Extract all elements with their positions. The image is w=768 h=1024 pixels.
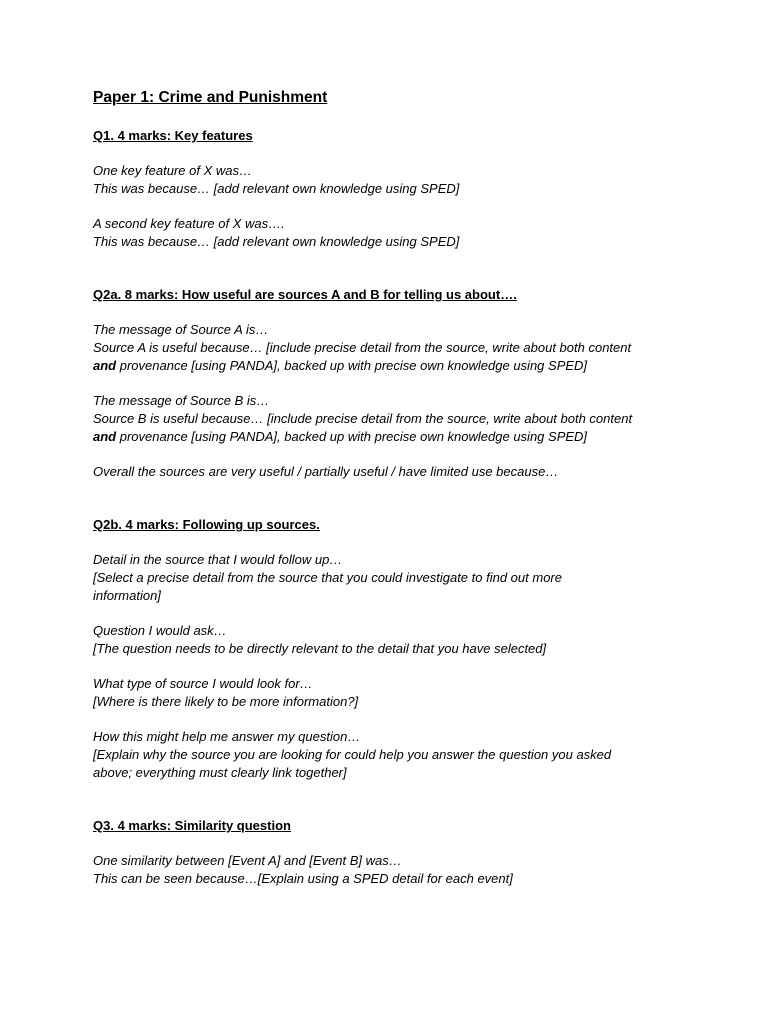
q2a-b-and: and: [93, 429, 117, 444]
q2b-t-line-1: What type of source I would look for…: [93, 676, 313, 691]
q2b-d-line-2: [Select a precise detail from the source that you could investigate to find out more: [93, 570, 562, 585]
q1-paragraph-2: [93, 215, 693, 251]
q2b-heading: Q2b. 4 marks: Following up sources.: [93, 517, 320, 532]
q2b-detail: [93, 551, 693, 605]
q1-p2-line-1: A second key feature of X was….: [93, 216, 285, 231]
q2a-b-line-2: Source B is useful because… [include precise detail from the source, write about both content: [93, 411, 633, 426]
q2a-overall: Overall the sources are very useful / partially useful / have limited use because…: [93, 464, 559, 479]
q3-s-line-2: This can be seen because…[Explain using a SPED detail for each event]: [93, 871, 513, 886]
q2a-a-line-1: The message of Source A is…: [93, 322, 269, 337]
document-title: Paper 1: Crime and Punishment: [93, 89, 328, 106]
q2b-q-line-1: Question I would ask…: [93, 623, 227, 638]
q2b-question: [93, 622, 693, 658]
q1-p2-line-2: This was because… [add relevant own knowledge using SPED]: [93, 234, 460, 249]
q2a-source-b: [93, 392, 693, 446]
q1-p1-line-2: This was because… [add relevant own knowledge using SPED]: [93, 181, 460, 196]
q1-paragraph-1: [93, 162, 693, 198]
q3-similarity: [93, 852, 693, 888]
q2b-how-help: [93, 728, 693, 782]
q2a-source-a: [93, 321, 693, 375]
q2b-source-type: [93, 675, 693, 711]
q1-heading: Q1. 4 marks: Key features: [93, 128, 253, 143]
q3-heading: Q3. 4 marks: Similarity question: [93, 818, 291, 833]
q2b-h-line-2: [Explain why the source you are looking for could help you answer the question you asked: [93, 747, 612, 762]
q2b-d-line-3: information]: [93, 588, 161, 603]
q2a-a-line-3: [93, 357, 693, 375]
q1-p1-line-1: One key feature of X was…: [93, 163, 252, 178]
q2a-a-and: and: [93, 358, 117, 373]
q2b-h-line-1: How this might help me answer my question…: [93, 729, 361, 744]
q3-s-line-1: One similarity between [Event A] and [Event B] was…: [93, 853, 402, 868]
document-content: [93, 88, 693, 888]
q2a-b-line-1: The message of Source B is…: [93, 393, 270, 408]
q2b-t-line-2: [Where is there likely to be more information?]: [93, 694, 359, 709]
q2b-h-line-3: above; everything must clearly link together]: [93, 765, 347, 780]
q2b-q-line-2: [The question needs to be directly relevant to the detail that you have selected]: [93, 641, 547, 656]
q2a-heading: Q2a. 8 marks: How useful are sources A and B for telling us about….: [93, 287, 517, 302]
q2a-b-line-3-text: provenance [using PANDA], backed up with precise own knowledge using SPED]: [116, 429, 588, 444]
q2b-d-line-1: Detail in the source that I would follow up…: [93, 552, 343, 567]
q2a-a-line-3-text: provenance [using PANDA], backed up with precise own knowledge using SPED]: [116, 358, 588, 373]
q2a-a-line-2: Source A is useful because… [include precise detail from the source, write about both content: [93, 340, 632, 355]
q2a-b-line-3: [93, 428, 693, 446]
